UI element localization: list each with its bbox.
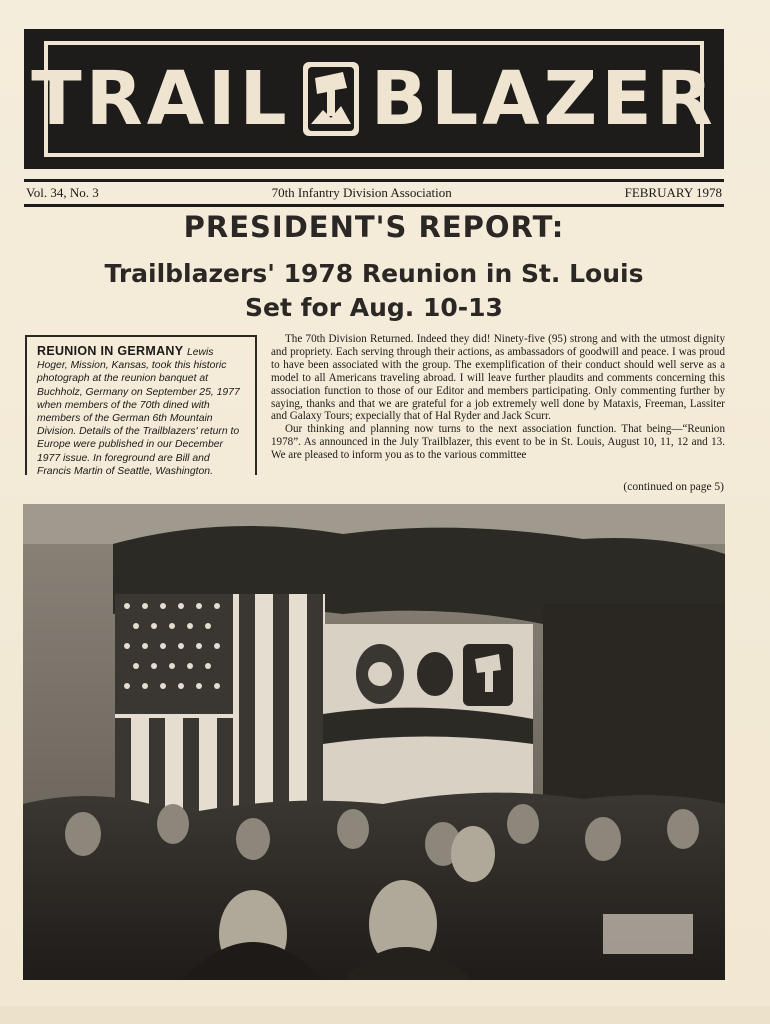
volume-number: Vol. 34, No. 3 [26, 185, 99, 200]
flag-illustration [115, 594, 325, 834]
masthead-title-left: TRAIL [31, 56, 291, 142]
issue-info-bar [24, 179, 724, 207]
masthead-title-right: BLAZER [370, 56, 717, 142]
caption-heading: REUNION IN GERMANY [37, 344, 187, 358]
masthead [24, 29, 724, 169]
photo-caption-box [25, 335, 257, 475]
article-body [271, 333, 725, 462]
caption-text: Lewis Hoger, Mission, Kansas, took this historic photograph at the reunion banquet at Buchholz, Germany on September 25, 1977 when members of the 70th dined with members of the German 6th Mountain Division. Details of the Trailblazers' return to Europe were published in our December 1977 issue. In foreground are Bill and Francis Martin of Seattle, Washington. [37, 347, 240, 477]
main-headline: PRESIDENT'S REPORT: [183, 210, 565, 244]
article-paragraph-1: The 70th Division Returned. Indeed they did! Ninety-five (95) strong and with the utmost dignity and propriety. Each serving through their actions, as ambassadors of goodwill and peace. I was proud to have been associated with the group. The exemplification of their conduct should well serve as a model to all Americans traveling abroad. I will leave further plaudits and comments concerning this association function to those of our Editor and members participating. Only commenting further by saying, thanks and that we are grateful for a job extremely well done by Mataxis, Freeman, Lassiter and Galaxy Tours; expecially that of Hal Ryder and Jack Scurr. [271, 333, 725, 423]
issue-date: FEBRUARY 1978 [624, 185, 722, 200]
masthead-frame [31, 41, 717, 157]
continued-note: (continued on page 5) [623, 481, 724, 493]
page-bottom-margin [0, 1006, 770, 1024]
banquet-photo [23, 504, 725, 980]
axe-emblem-icon [299, 58, 363, 140]
sub-headline [24, 257, 724, 325]
association-name: 70th Infantry Division Association [271, 185, 452, 200]
sub-headline-line-1: Trailblazers' 1978 Reunion in St. Louis [104, 259, 644, 288]
article-paragraph-2: Our thinking and planning now turns to the next association function. That being—“Reunion 1978”. As announced in the July Trailblazer, this event to be in St. Louis, August 10, 11, 12 and 13. We are pleased to inform you as to the various committee [271, 423, 725, 462]
sub-headline-line-2: Set for Aug. 10-13 [245, 293, 503, 322]
